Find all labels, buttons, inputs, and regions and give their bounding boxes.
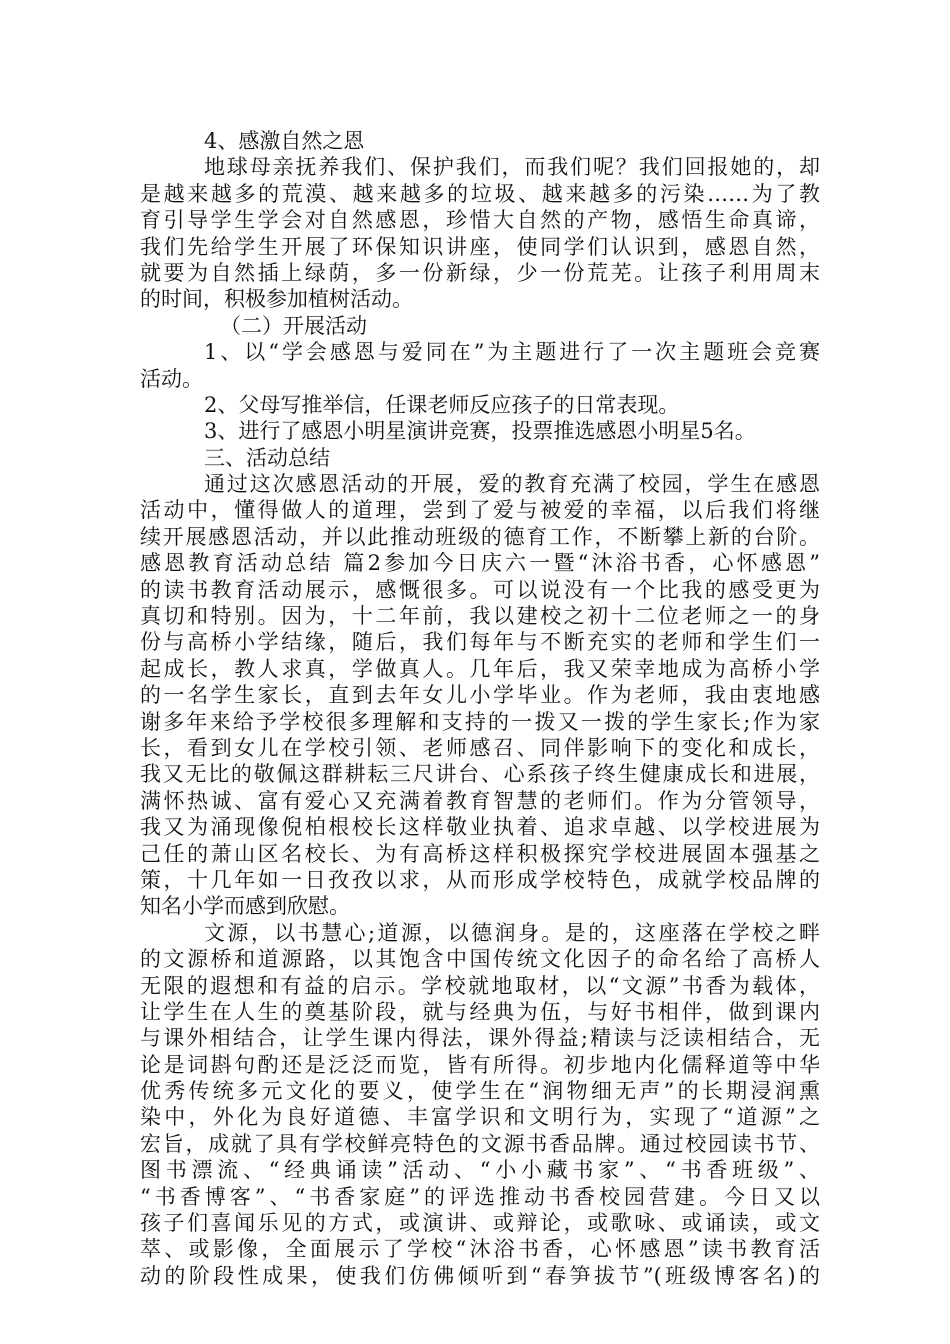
paragraph-line: 宏旨，成就了具有学校鲜亮特色的文源书香品牌。通过校园读书节、: [140, 1131, 820, 1156]
paragraph-line: 策，十几年如一日孜孜以求，从而形成学校特色，成就学校品牌的: [140, 867, 820, 892]
paragraph-line: 感恩教育活动总结 篇2参加今日庆六一暨“沐浴书香，心怀感恩”: [140, 551, 820, 576]
paragraph-line: 知名小学而感到欣慰。: [140, 894, 350, 919]
paragraph-line: 份与高桥小学结缘，随后，我们每年与不断充实的老师和学生们一: [140, 630, 820, 655]
paragraph-line: 优秀传统多元文化的要义，使学生在“润物细无声”的长期浸润熏: [140, 1079, 820, 1104]
paragraph-line: 我又无比的敬佩这群耕耘三尺讲台、心系孩子终生健康成长和进展，: [140, 762, 820, 787]
paragraph-line: 我又为涌现像倪柏根校长这样敬业执着、追求卓越、以学校进展为: [140, 815, 820, 840]
paragraph-line: 谢多年来给予学校很多理解和支持的一拨又一拨的学生家长;作为家: [140, 709, 820, 734]
list-item-continued: 活动。: [140, 366, 203, 391]
heading-activities: （二）开展活动: [220, 313, 367, 338]
paragraph-line: 无限的遐想和有益的启示。学校就地取材，以“文源”书香为载体，: [140, 973, 820, 998]
paragraph-line: 真切和特别。因为，十二年前，我以建校之初十二位老师之一的身: [140, 604, 820, 629]
paragraph-line: 长，看到女儿在学校引领、老师感召、同伴影响下的变化和成长，: [140, 735, 820, 760]
paragraph-line: “书香博客”、“书香家庭”的评选推动书香校园营建。今日又以: [140, 1184, 820, 1209]
paragraph-line: 育引导学生学会对自然感恩，珍惜大自然的产物，感悟生命真谛，: [140, 208, 820, 233]
list-item: 2、父母写推举信，任课老师反应孩子的日常表现。: [204, 392, 680, 417]
heading-gratitude-nature: 4、感激自然之恩: [204, 129, 365, 153]
paragraph-line: 的一名学生家长，直到去年女儿小学毕业。作为老师，我由衷地感: [140, 683, 820, 708]
paragraph-line: 动的阶段性成果，使我们仿佛倾听到“春笋拔节”(班级博客名)的: [140, 1263, 820, 1288]
paragraph-line: 地球母亲抚养我们、保护我们，而我们呢？我们回报她的，却: [204, 155, 820, 180]
paragraph-line: 让学生在人生的奠基阶段，就与经典为伍，与好书相伴，做到课内: [140, 999, 820, 1024]
paragraph-line: 的读书教育活动展示，感慨很多。可以说没有一个比我的感受更为: [140, 577, 820, 602]
paragraph-line: 与课外相结合，让学生课内得法，课外得益;精读与泛读相结合，无: [140, 1026, 820, 1051]
paragraph-line: 萃、或影像，全面展示了学校“沐浴书香，心怀感恩”读书教育活: [140, 1237, 820, 1262]
paragraph-line: 续开展感恩活动，并以此推动班级的德育工作，不断攀上新的台阶。: [140, 524, 820, 549]
paragraph-line: 孩子们喜闻乐见的方式，或演讲、或辩论，或歌咏、或诵读，或文: [140, 1211, 820, 1236]
paragraph-line: 图书漂流、“经典诵读”活动、“小小藏书家”、“书香班级”、: [140, 1158, 820, 1183]
list-item: 1、以“学会感恩与爱同在”为主题进行了一次主题班会竞赛: [204, 340, 820, 365]
document-page: [140, 128, 820, 1289]
paragraph-line: 的文源桥和道源路，以其饱含中国传统文化因子的命名给了高桥人: [140, 947, 820, 972]
paragraph-line: 就要为自然插上绿荫，多一份新绿，少一份荒芜。让孩子利用周末: [140, 260, 820, 285]
heading-summary: 三、活动总结: [204, 445, 330, 470]
paragraph-line: 己任的萧山区名校长、为有高桥这样积极探究学校进展固本强基之: [140, 841, 820, 866]
paragraph-line: 论是词斟句酌还是泛泛而览，皆有所得。初步地内化儒释道等中华: [140, 1052, 820, 1077]
paragraph-line: 起成长，教人求真，学做真人。几年后，我又荣幸地成为高桥小学: [140, 656, 820, 681]
paragraph-line: 是越来越多的荒漠、越来越多的垃圾、越来越多的污染……为了教: [140, 181, 820, 206]
paragraph-line: 我们先给学生开展了环保知识讲座，使同学们认识到，感恩自然，: [140, 234, 820, 259]
paragraph-line: 通过这次感恩活动的开展，爱的教育充满了校园，学生在感恩: [204, 472, 820, 497]
paragraph-line: 活动中，懂得做人的道理，尝到了爱与被爱的幸福，以后我们将继: [140, 498, 820, 523]
paragraph-line: 染中，外化为良好道德、丰富学识和文明行为，实现了“道源”之: [140, 1105, 820, 1130]
paragraph-line: 的时间，积极参加植树活动。: [140, 287, 413, 312]
paragraph-line: 文源，以书慧心;道源，以德润身。是的，这座落在学校之畔: [204, 920, 820, 945]
list-item: 3、进行了感恩小明星演讲竞赛，投票推选感恩小明星5名。: [204, 419, 756, 444]
paragraph-line: 满怀热诚、富有爱心又充满着教育智慧的老师们。作为分管领导，: [140, 788, 820, 813]
